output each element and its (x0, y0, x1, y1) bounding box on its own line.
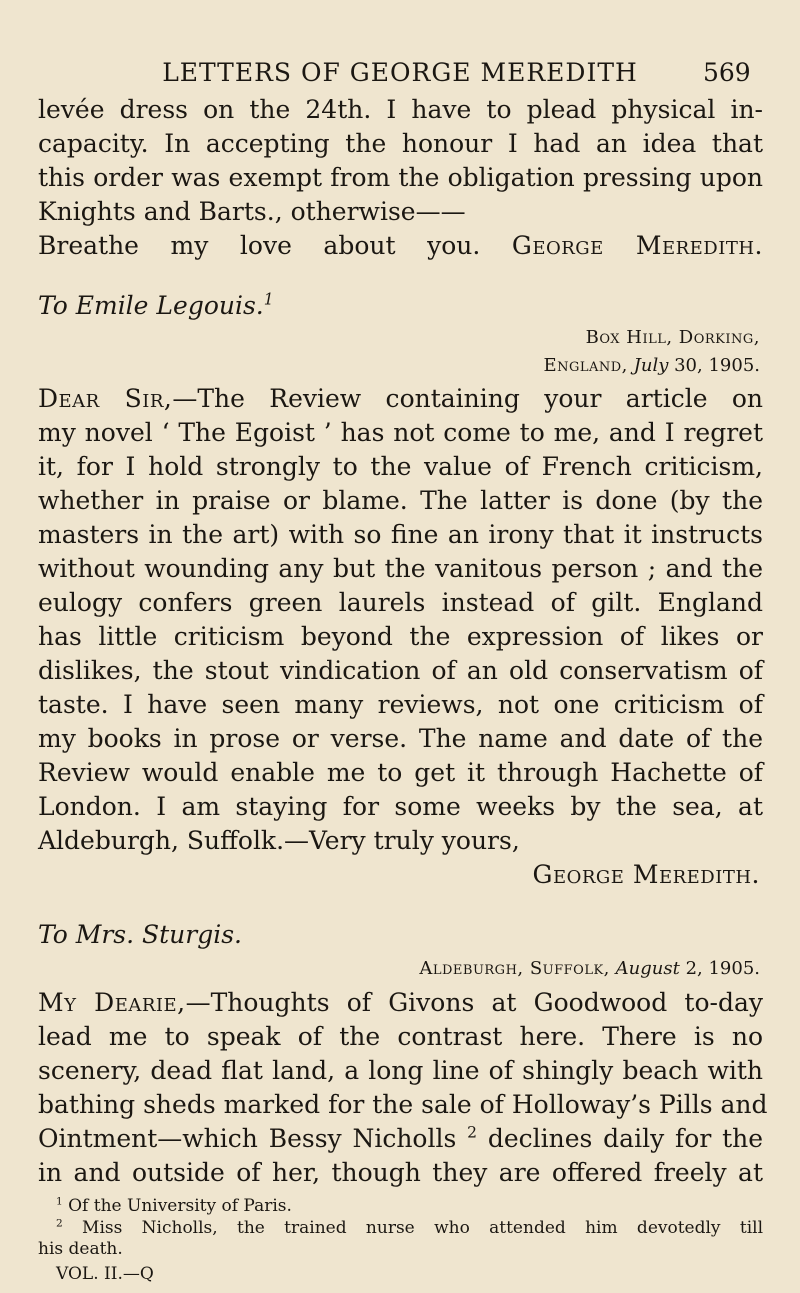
text-line (38, 1123, 764, 1153)
letter-date (543, 355, 760, 376)
date-month: August (615, 958, 680, 979)
signature: George Meredith. (532, 860, 760, 889)
text-line: eulogy confers green laurels instead of gilt. England (38, 588, 763, 617)
letter-date (419, 958, 760, 979)
salutation: Dear Sir, (38, 384, 173, 413)
text-line: my books in prose or verse. The name and date of the (38, 724, 763, 753)
text-line: bathing sheds marked for the sale of Holloway’s Pills and (38, 1090, 768, 1119)
page-number: 569 (703, 58, 751, 87)
text-line: it, for I hold strongly to the value of French criticism, (38, 452, 763, 481)
text-line: whether in praise or blame. The latter is done (by the (38, 486, 763, 515)
letter-address: Box Hill, Dorking, (585, 327, 760, 348)
text-line: Review would enable me to get it through Hachette of (38, 758, 763, 787)
text-line: scenery, dead flat land, a long line of shingly beach with (38, 1056, 763, 1085)
salutation-line (38, 990, 763, 1015)
body-first: —The Review containing your article on (172, 384, 764, 413)
text-line: my novel ‘ The Egoist ’ has not come to me, and I regret (38, 418, 763, 447)
text-line: lead me to speak of the contrast here. There is no (38, 1022, 763, 1051)
text-line: capacity. In accepting the honour I had an idea that (38, 129, 763, 158)
text-line: masters in the art) with so fine an irony that it instructs (38, 520, 763, 549)
salutation: My Dearie, (38, 988, 186, 1017)
address-place: Aldeburgh, Suffolk, (419, 958, 610, 979)
salutation-line (38, 386, 763, 411)
signature-mark: VOL. II.—Q (56, 1264, 154, 1284)
text-line: London. I am staying for some weeks by the sea, at (38, 792, 763, 821)
footnote (56, 1196, 292, 1216)
text-line: taste. I have seen many reviews, not one criticism of (38, 690, 763, 719)
text-line: this order was exempt from the obligation pressing upon (38, 163, 763, 192)
footnote-text: Miss Nicholls, the trained nurse who attended him devotedly till (82, 1218, 764, 1238)
date-rest: 30, 1905. (674, 355, 760, 376)
footnote-marker: 1 (56, 1195, 63, 1208)
footnote-ref: 2 (467, 1123, 478, 1142)
date-rest: 2, 1905. (685, 958, 760, 979)
address-place: England, (543, 355, 628, 376)
text-line: in and outside of her, though they are offered freely at (38, 1158, 763, 1187)
body-first: —Thoughts of Givons at Goodwood to-day (185, 988, 763, 1017)
closing-line (38, 233, 763, 258)
running-head: LETTERS OF GEORGE MEREDITH (162, 58, 638, 87)
date-month: July (633, 355, 669, 376)
letter-heading: To Mrs. Sturgis. (38, 920, 243, 949)
footnote-ref: 1 (263, 290, 274, 309)
text-after-ref: declines daily for the (487, 1124, 764, 1153)
footnote-continuation: his death. (38, 1239, 123, 1259)
text-line: levée dress on the 24th. I have to plead physical in- (38, 95, 763, 124)
text-line: Aldeburgh, Suffolk.—Very truly yours, (38, 826, 520, 855)
footnote-text: Of the University of Paris. (68, 1196, 292, 1216)
closing-text: Breathe my love about you. (38, 231, 481, 260)
letter-heading (38, 290, 274, 320)
signature: George Meredith. (511, 231, 763, 260)
text-line: Knights and Barts., otherwise—— (38, 197, 466, 226)
footnote-marker: 2 (56, 1217, 63, 1230)
text-line: has little criticism beyond the expression of likes or (38, 622, 763, 651)
text-before-ref: Ointment—which Bessy Nicholls (38, 1124, 457, 1153)
text-line: dislikes, the stout vindication of an old conservatism of (38, 656, 763, 685)
letter-heading-text: To Emile Legouis. (38, 291, 264, 320)
text-line: without wounding any but the vanitous person ; and the (38, 554, 763, 583)
footnote (56, 1218, 763, 1238)
